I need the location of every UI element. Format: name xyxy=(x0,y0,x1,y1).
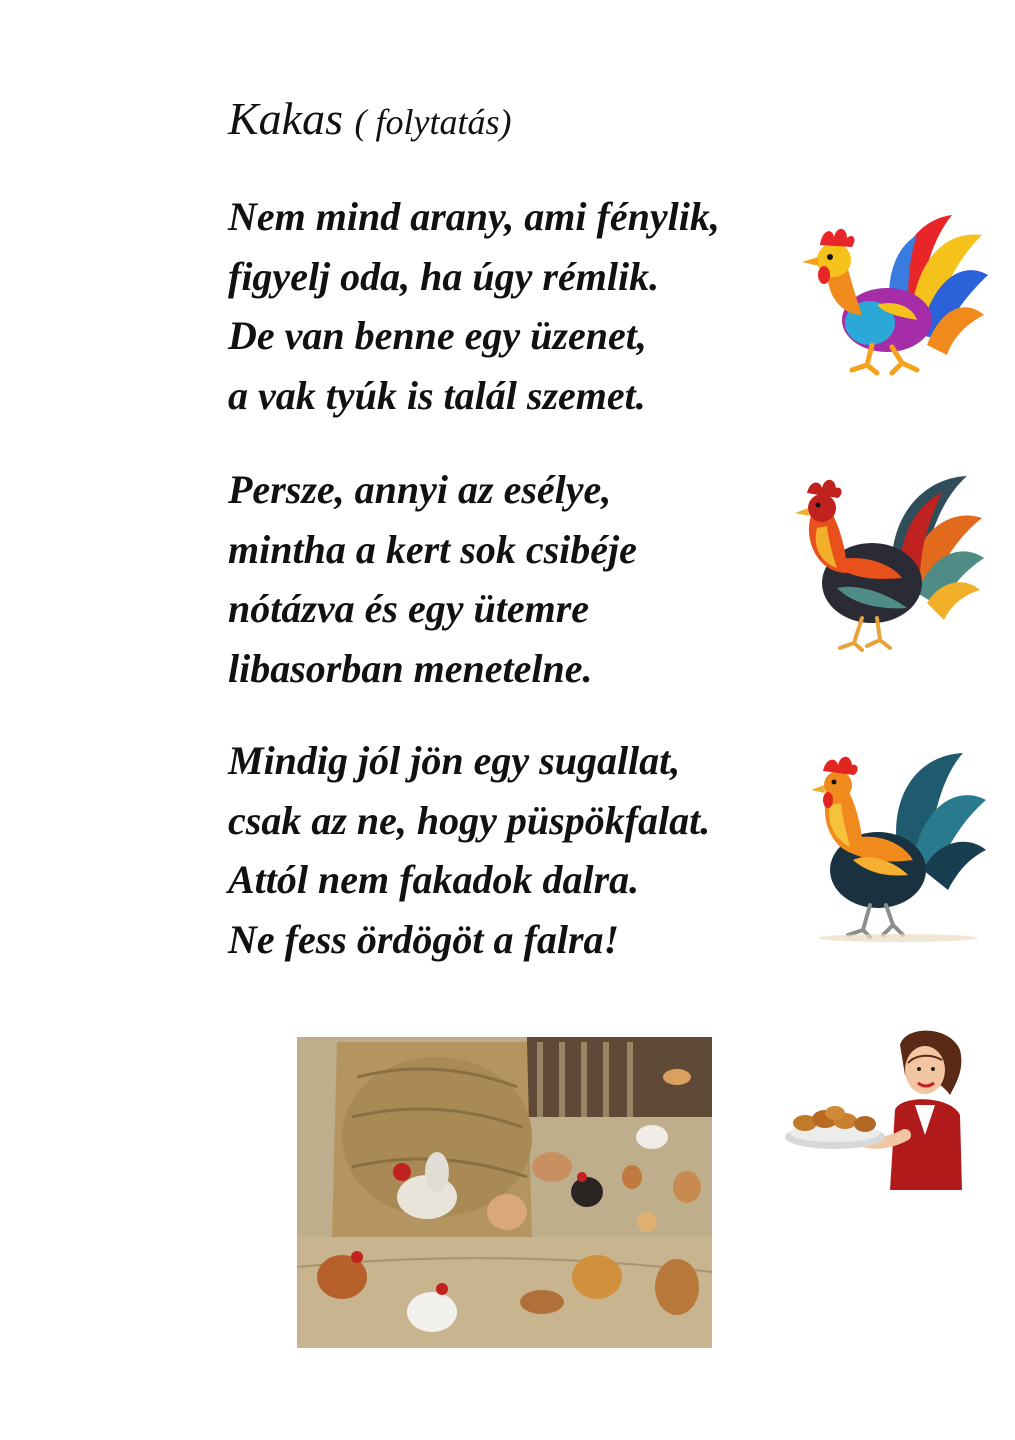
poem-line: mintha a kert sok csibéje xyxy=(228,526,637,572)
poem-line: libasorban menetelne. xyxy=(228,645,593,691)
rooster-icon xyxy=(792,205,992,380)
rooster-icon xyxy=(792,468,987,663)
poem-line: Nem mind arany, ami fénylik, xyxy=(228,194,720,239)
poem-line: De van benne egy üzenet, xyxy=(228,313,647,358)
poem-line: Persze, annyi az esélye, xyxy=(228,467,612,512)
rooster-icon xyxy=(808,745,988,945)
poem-line: csak az ne, hogy püspökfalat. xyxy=(228,797,711,843)
poem-title: Kakas xyxy=(228,93,343,144)
farmyard-photo xyxy=(297,1037,712,1348)
poem-subtitle: ( folytatás) xyxy=(354,102,512,142)
poem-line: Mindig jól jön egy sugallat, xyxy=(228,738,681,783)
poem-line: figyelj oda, ha úgy rémlik. xyxy=(228,253,660,299)
poem-line: nótázva és egy ütemre xyxy=(228,586,590,631)
woman-with-platter xyxy=(780,1025,970,1195)
stanza-1 xyxy=(228,187,720,425)
stanza-2 xyxy=(228,460,637,698)
stanza-3 xyxy=(228,731,710,969)
poem-line: Attól nem fakadok dalra. xyxy=(228,857,640,902)
poem-line: Ne fess ördögöt a falra! xyxy=(228,916,620,962)
page-title xyxy=(228,92,511,145)
poem-line: a vak tyúk is talál szemet. xyxy=(228,372,646,418)
